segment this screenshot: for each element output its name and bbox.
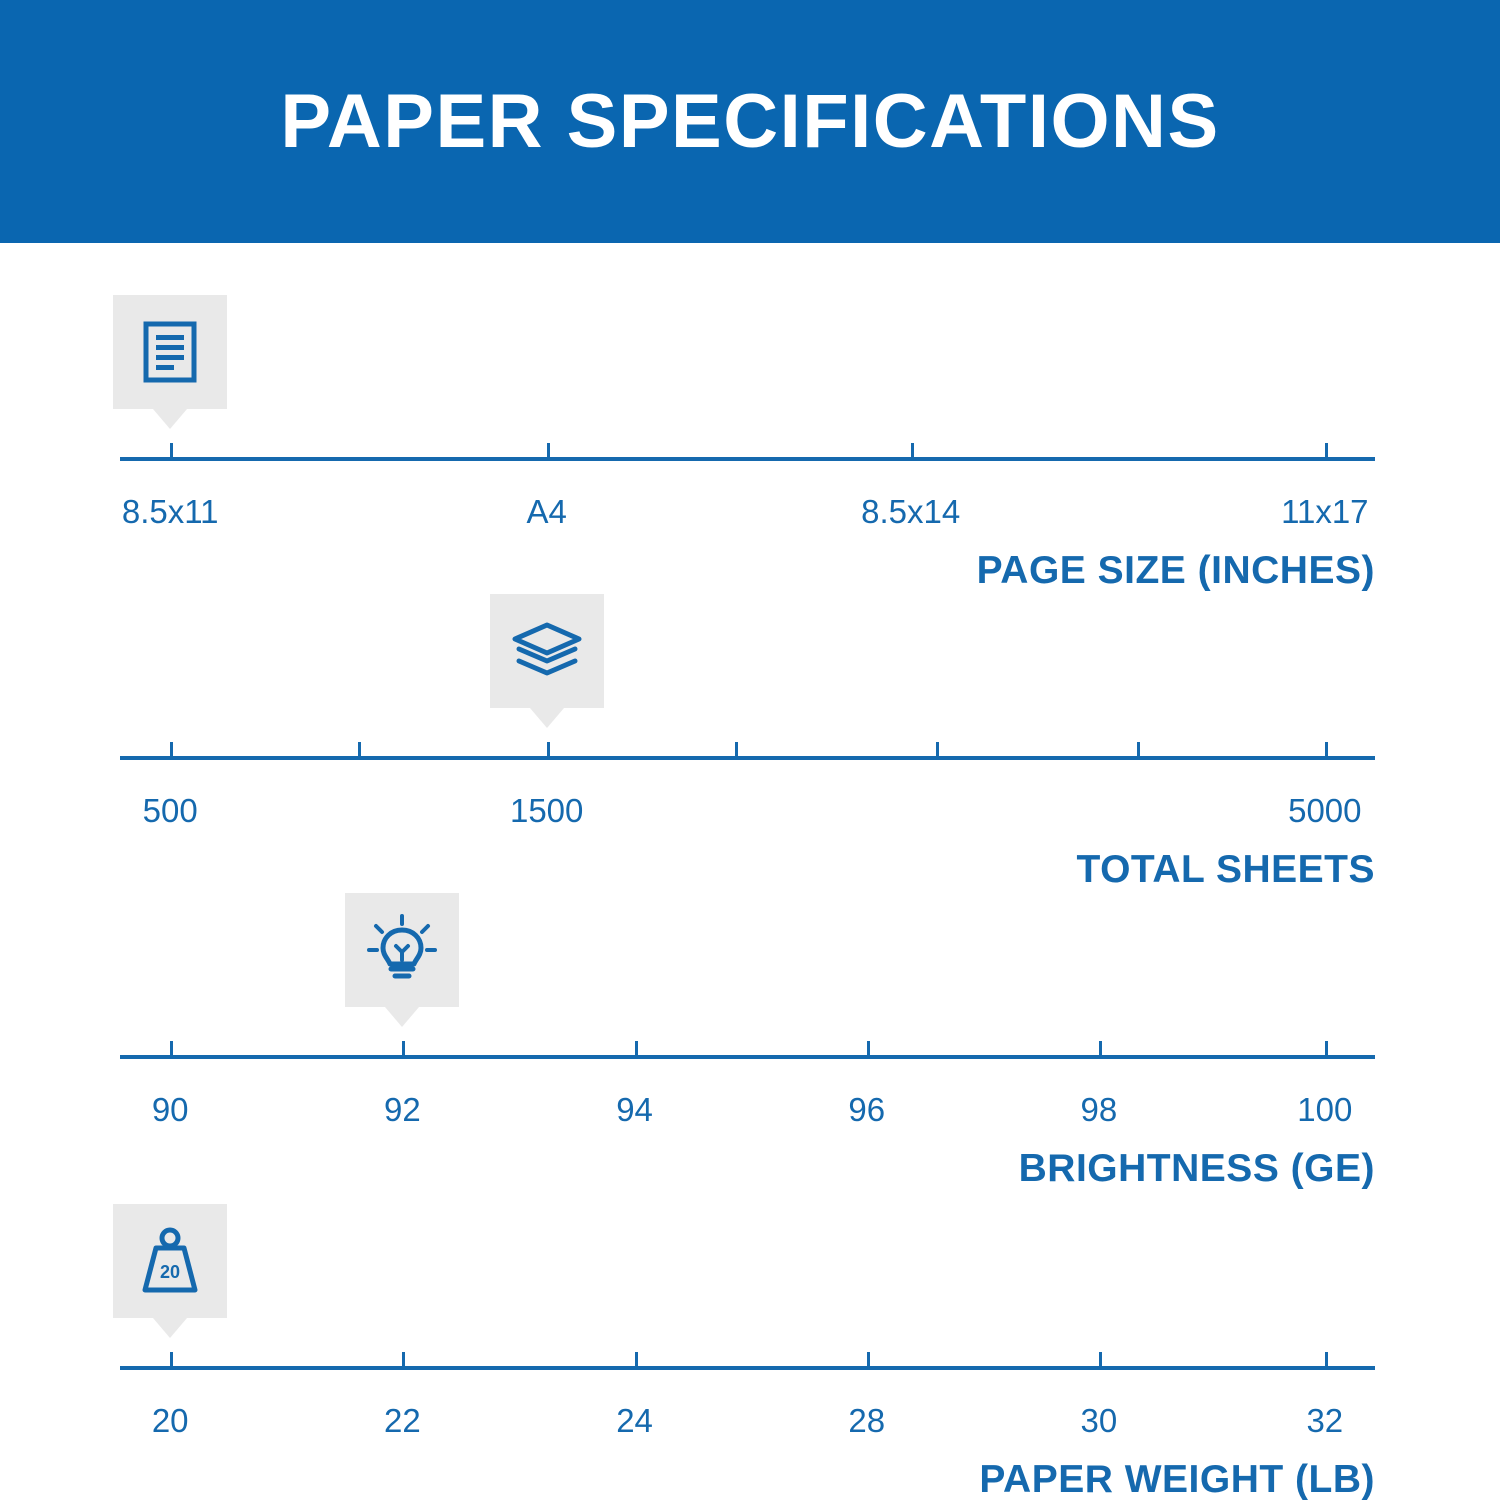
spec-row-page-size bbox=[120, 443, 1380, 593]
axis-tick bbox=[1325, 742, 1328, 760]
axis-line bbox=[120, 756, 1375, 760]
lightbulb-icon bbox=[367, 914, 437, 986]
tick-label: 24 bbox=[616, 1402, 653, 1439]
axis-tick bbox=[1325, 1352, 1328, 1370]
tick-label: 11x17 bbox=[1281, 493, 1369, 530]
total-sheets-axis-title: TOTAL SHEETS bbox=[1076, 848, 1375, 891]
axis-tick bbox=[170, 1352, 173, 1370]
tick-label: 96 bbox=[848, 1091, 886, 1128]
axis-tick bbox=[1099, 1352, 1102, 1370]
tick-label: A4 bbox=[526, 493, 567, 530]
axis-tick bbox=[547, 443, 550, 461]
paper-weight-tick-labels bbox=[120, 1398, 1375, 1452]
tick-label: 500 bbox=[142, 792, 198, 829]
axis-tick bbox=[402, 1041, 405, 1059]
axis-tick bbox=[1137, 742, 1140, 760]
tick-label: 5000 bbox=[1288, 792, 1362, 829]
axis-tick bbox=[867, 1041, 870, 1059]
brightness-axis-title: BRIGHTNESS (GE) bbox=[1018, 1147, 1375, 1190]
page-size-axis-title: PAGE SIZE (INCHES) bbox=[976, 549, 1375, 592]
paper-weight-axis bbox=[120, 1352, 1375, 1398]
weight-icon bbox=[137, 1226, 203, 1296]
axis-line bbox=[120, 457, 1375, 461]
total-sheets-axis bbox=[120, 742, 1375, 788]
tick-label: 22 bbox=[384, 1402, 421, 1439]
paper-weight-axis-title: PAPER WEIGHT (LB) bbox=[979, 1458, 1375, 1501]
tick-label: 94 bbox=[616, 1091, 653, 1128]
paper-weight-marker bbox=[113, 1204, 227, 1318]
axis-tick bbox=[402, 1352, 405, 1370]
total-sheets-marker bbox=[490, 594, 604, 708]
axis-tick bbox=[635, 1352, 638, 1370]
tick-label: 8.5x11 bbox=[121, 493, 219, 530]
tick-label: 90 bbox=[151, 1091, 189, 1128]
brightness-axis bbox=[120, 1041, 1375, 1087]
header-banner bbox=[0, 0, 1500, 243]
axis-tick bbox=[635, 1041, 638, 1059]
tick-label: 100 bbox=[1297, 1091, 1353, 1128]
axis-tick bbox=[911, 443, 914, 461]
axis-tick bbox=[1099, 1041, 1102, 1059]
tick-label: 32 bbox=[1306, 1402, 1344, 1439]
tick-label: 1500 bbox=[509, 792, 584, 829]
tick-label: 30 bbox=[1080, 1402, 1118, 1439]
spec-row-paper-weight bbox=[120, 1262, 1380, 1502]
axis-tick bbox=[936, 742, 939, 760]
stack-icon bbox=[511, 621, 583, 681]
weight-icon-label: 20 bbox=[160, 1262, 181, 1282]
page-size-axis bbox=[120, 443, 1375, 489]
axis-tick bbox=[170, 1041, 173, 1059]
tick-label: 8.5x14 bbox=[861, 493, 961, 530]
axis-line bbox=[120, 1055, 1375, 1059]
brightness-tick-labels bbox=[120, 1087, 1375, 1141]
tick-label: 92 bbox=[384, 1091, 421, 1128]
axis-line bbox=[120, 1366, 1375, 1370]
page-title: PAPER SPECIFICATIONS bbox=[280, 78, 1220, 164]
page-size-tick-labels bbox=[120, 489, 1375, 543]
tick-label: 98 bbox=[1080, 1091, 1118, 1128]
axis-tick bbox=[170, 443, 173, 461]
total-sheets-tick-labels bbox=[120, 788, 1375, 842]
axis-tick bbox=[735, 742, 738, 760]
page-size-marker bbox=[113, 295, 227, 409]
axis-tick bbox=[358, 742, 361, 760]
spec-row-brightness bbox=[120, 1041, 1380, 1191]
axis-tick bbox=[1325, 1041, 1328, 1059]
brightness-marker bbox=[345, 893, 459, 1007]
document-icon bbox=[142, 321, 198, 383]
axis-tick bbox=[170, 742, 173, 760]
spec-row-total-sheets bbox=[120, 742, 1380, 892]
tick-label: 28 bbox=[848, 1402, 886, 1439]
axis-tick bbox=[547, 742, 550, 760]
axis-tick bbox=[867, 1352, 870, 1370]
tick-label: 20 bbox=[151, 1402, 189, 1439]
axis-tick bbox=[1325, 443, 1328, 461]
